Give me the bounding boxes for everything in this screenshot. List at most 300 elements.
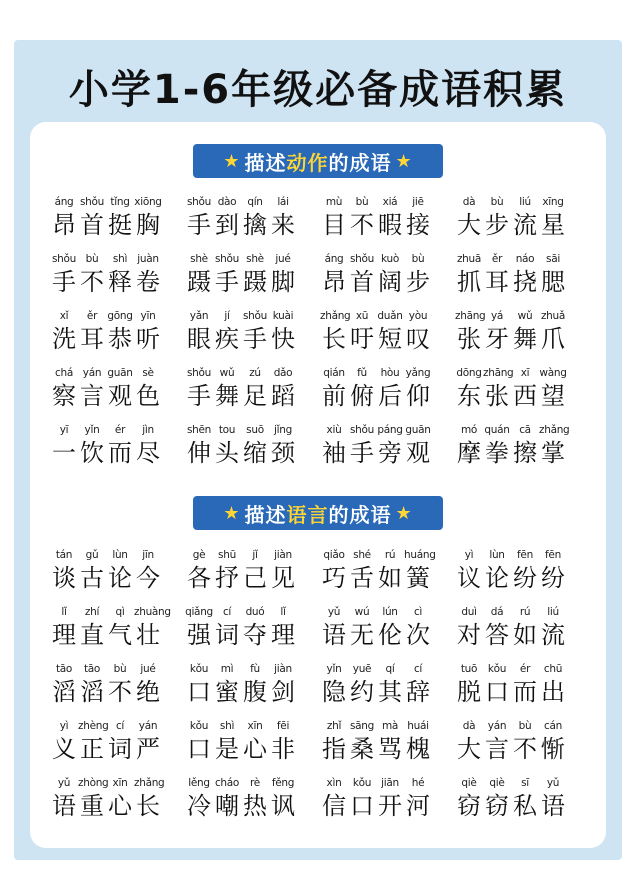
pinyin-syllable: dào [217, 196, 237, 208]
hanzi-character: 各 [187, 564, 211, 592]
hanzi-character: 观 [406, 439, 430, 467]
hanzi-row [50, 677, 162, 707]
pinyin-syllable: gǔ [85, 549, 99, 561]
pinyin-syllable: shǒu [186, 367, 211, 379]
pinyin-syllable: náo [515, 253, 535, 265]
hanzi-character: 掌 [541, 439, 565, 467]
hanzi-character: 滔 [52, 678, 76, 706]
hanzi-character: 脱 [457, 678, 481, 706]
hanzi-character: 槐 [406, 735, 430, 763]
pinyin-syllable: ěr [491, 253, 503, 265]
hanzi-character: 惭 [541, 735, 565, 763]
pinyin-row [185, 422, 297, 438]
hanzi-character: 手 [52, 268, 76, 296]
hanzi-character: 热 [243, 792, 267, 820]
idiom-item [50, 661, 185, 718]
pinyin-syllable: tou [218, 424, 236, 436]
section-banner-actions [193, 144, 443, 178]
pinyin-syllable: qí [385, 663, 395, 675]
pinyin-row [320, 365, 432, 381]
pinyin-syllable: kǒu [189, 720, 209, 732]
pinyin-syllable: áng [54, 196, 74, 208]
hanzi-character: 舞 [215, 382, 239, 410]
hanzi-character: 手 [187, 211, 211, 239]
hanzi-character: 谈 [52, 564, 76, 592]
idiom-item [455, 775, 590, 832]
pinyin-syllable: jí [224, 310, 230, 322]
pinyin-syllable: zhāng [455, 310, 486, 322]
pinyin-syllable: yī [59, 424, 69, 436]
pinyin-syllable: duǎn [377, 310, 403, 322]
hanzi-character: 出 [541, 678, 565, 706]
hanzi-character: 西 [513, 382, 537, 410]
pinyin-syllable: yīn [140, 310, 156, 322]
pinyin-syllable: shǒu [349, 253, 374, 265]
pinyin-syllable: liú [547, 606, 559, 618]
hanzi-character: 昂 [322, 268, 346, 296]
pinyin-row [320, 661, 432, 677]
hanzi-character: 伦 [378, 621, 402, 649]
hanzi-row [455, 381, 567, 411]
pinyin-row [50, 547, 162, 563]
hanzi-character: 腹 [243, 678, 267, 706]
pinyin-syllable: yán [487, 720, 507, 732]
hanzi-character: 桑 [350, 735, 374, 763]
hanzi-row [185, 324, 297, 354]
pinyin-syllable: zhuǎ [540, 310, 566, 322]
pinyin-syllable: tǐng [110, 196, 130, 208]
hanzi-character: 气 [108, 621, 132, 649]
hanzi-character: 不 [350, 211, 374, 239]
hanzi-row [320, 210, 432, 240]
pinyin-syllable: bù [85, 253, 99, 265]
pinyin-syllable: liú [519, 196, 531, 208]
pinyin-syllable: zhǎng [539, 424, 570, 436]
pinyin-syllable: quán [484, 424, 510, 436]
banner-suffix: 的成语 [328, 502, 392, 527]
pinyin-row [185, 365, 297, 381]
hanzi-character: 隐 [322, 678, 346, 706]
hanzi-character: 饮 [80, 439, 104, 467]
pinyin-syllable: kǒu [487, 663, 507, 675]
pinyin-row [185, 194, 297, 210]
idiom-item [455, 661, 590, 718]
hanzi-character: 爪 [541, 325, 565, 353]
pinyin-row [320, 775, 432, 791]
pinyin-syllable: lǐ [280, 606, 286, 618]
hanzi-row [320, 381, 432, 411]
hanzi-character: 摩 [457, 439, 481, 467]
idiom-item [185, 604, 320, 661]
pinyin-syllable: rú [519, 606, 531, 618]
banner-suffix: 的成语 [328, 150, 392, 175]
hanzi-character: 论 [108, 564, 132, 592]
hanzi-character: 伸 [187, 439, 211, 467]
hanzi-row [50, 267, 162, 297]
hanzi-character: 窃 [485, 792, 509, 820]
pinyin-syllable: áng [324, 253, 344, 265]
idiom-item [455, 604, 590, 661]
idiom-item [320, 718, 455, 775]
hanzi-character: 开 [378, 792, 402, 820]
idiom-item [320, 308, 455, 365]
pinyin-syllable: zhāng [483, 367, 514, 379]
hanzi-character: 蹈 [271, 382, 295, 410]
hanzi-character: 耳 [80, 325, 104, 353]
pinyin-syllable: zhǎng [320, 310, 351, 322]
hanzi-character: 流 [541, 621, 565, 649]
pinyin-syllable: bù [411, 253, 425, 265]
hanzi-row [320, 563, 432, 593]
pinyin-syllable: xīn [247, 720, 263, 732]
pinyin-row [455, 251, 567, 267]
hanzi-character: 袖 [322, 439, 346, 467]
pinyin-syllable: sī [521, 777, 529, 789]
pinyin-syllable: yán [138, 720, 158, 732]
pinyin-row [320, 547, 436, 563]
hanzi-character: 快 [271, 325, 295, 353]
hanzi-character: 抓 [457, 268, 481, 296]
idiom-item [50, 251, 185, 308]
pinyin-row [185, 604, 297, 620]
pinyin-syllable: sāng [349, 720, 375, 732]
hanzi-character: 手 [243, 325, 267, 353]
star-icon: ★ [223, 150, 241, 172]
hanzi-character: 耳 [485, 268, 509, 296]
pinyin-syllable: shǒu [51, 253, 76, 265]
pinyin-syllable: xiōng [134, 196, 162, 208]
hanzi-character: 张 [485, 382, 509, 410]
pinyin-syllable: kuò [381, 253, 399, 265]
pinyin-syllable: fēn [545, 549, 561, 561]
idiom-item [455, 194, 590, 251]
pinyin-syllable: shǒu [214, 253, 239, 265]
pinyin-syllable: shì [112, 253, 128, 265]
hanzi-character: 冷 [187, 792, 211, 820]
pinyin-syllable: yì [59, 720, 69, 732]
hanzi-character: 口 [485, 678, 509, 706]
pinyin-syllable: zhǐ [326, 720, 342, 732]
hanzi-character: 舞 [513, 325, 537, 353]
content-card [30, 122, 606, 848]
hanzi-character: 牙 [485, 325, 509, 353]
pinyin-syllable: qiè [489, 777, 505, 789]
pinyin-syllable: mì [220, 663, 234, 675]
hanzi-character: 眼 [187, 325, 211, 353]
hanzi-row [50, 324, 162, 354]
hanzi-character: 卷 [136, 268, 160, 296]
hanzi-character: 抒 [215, 564, 239, 592]
pinyin-syllable: qiè [461, 777, 477, 789]
pinyin-syllable: qì [115, 606, 125, 618]
hanzi-row [185, 620, 297, 650]
pinyin-syllable: suō [246, 424, 264, 436]
hanzi-character: 昂 [52, 211, 76, 239]
pinyin-syllable: lún [382, 606, 398, 618]
pinyin-syllable: qín [247, 196, 263, 208]
pinyin-row [50, 775, 165, 791]
hanzi-character: 色 [136, 382, 160, 410]
pinyin-row [455, 661, 567, 677]
hanzi-character: 望 [541, 382, 565, 410]
hanzi-character: 星 [541, 211, 565, 239]
hanzi-character: 察 [52, 382, 76, 410]
idiom-item [455, 365, 590, 422]
pinyin-row [185, 547, 297, 563]
hanzi-character: 颈 [271, 439, 295, 467]
hanzi-character: 观 [108, 382, 132, 410]
hanzi-character: 听 [136, 325, 160, 353]
idiom-item [455, 547, 590, 604]
hanzi-row [50, 620, 162, 650]
pinyin-syllable: kuài [272, 310, 294, 322]
pinyin-syllable: shè [190, 253, 208, 265]
hanzi-character: 是 [215, 735, 239, 763]
pinyin-syllable: duì [461, 606, 477, 618]
hanzi-row [320, 620, 432, 650]
hanzi-character: 其 [378, 678, 402, 706]
pinyin-syllable: huái [407, 720, 429, 732]
idiom-item [185, 661, 320, 718]
hanzi-character: 心 [108, 792, 132, 820]
hanzi-character: 语 [541, 792, 565, 820]
hanzi-character: 己 [243, 564, 267, 592]
pinyin-row [455, 365, 567, 381]
hanzi-character: 胸 [136, 211, 160, 239]
pinyin-syllable: mù [325, 196, 343, 208]
hanzi-character: 擒 [243, 211, 267, 239]
idiom-item [320, 775, 455, 832]
pinyin-row [185, 718, 297, 734]
pinyin-syllable: xǐ [59, 310, 69, 322]
hanzi-character: 剑 [271, 678, 295, 706]
pinyin-syllable: kǒu [352, 777, 372, 789]
pinyin-syllable: wǔ [517, 310, 533, 322]
hanzi-row [185, 734, 297, 764]
pinyin-syllable: duó [245, 606, 265, 618]
pinyin-syllable: hòu [380, 367, 400, 379]
hanzi-row [320, 734, 432, 764]
banner-highlight: 语言 [286, 502, 329, 527]
pinyin-syllable: rú [384, 549, 396, 561]
pinyin-syllable: yǐn [84, 424, 100, 436]
pinyin-syllable: bù [518, 720, 532, 732]
pinyin-syllable: lěng [188, 777, 210, 789]
hanzi-character: 嘲 [215, 792, 239, 820]
pinyin-syllable: xīng [542, 196, 564, 208]
hanzi-character: 词 [215, 621, 239, 649]
hanzi-character: 不 [108, 678, 132, 706]
hanzi-character: 舌 [350, 564, 374, 592]
hanzi-character: 暇 [378, 211, 402, 239]
pinyin-syllable: jiān [381, 777, 399, 789]
pinyin-row [50, 365, 162, 381]
hanzi-row [50, 381, 162, 411]
hanzi-row [50, 438, 162, 468]
idiom-item [455, 718, 590, 775]
pinyin-syllable: chū [543, 663, 563, 675]
hanzi-row [185, 791, 297, 821]
hanzi-character: 讽 [271, 792, 295, 820]
idiom-item [50, 308, 185, 365]
pinyin-syllable: yì [464, 549, 474, 561]
idiom-item [50, 547, 185, 604]
pinyin-syllable: cā [519, 424, 531, 436]
hanzi-character: 对 [457, 621, 481, 649]
hanzi-character: 首 [350, 268, 374, 296]
idiom-item [185, 308, 320, 365]
hanzi-character: 口 [187, 735, 211, 763]
pinyin-syllable: yán [82, 367, 102, 379]
hanzi-character: 滔 [80, 678, 104, 706]
hanzi-character: 东 [457, 382, 481, 410]
hanzi-character: 口 [350, 792, 374, 820]
pinyin-syllable: shǒu [242, 310, 267, 322]
hanzi-character: 后 [378, 382, 402, 410]
pinyin-syllable: zhí [84, 606, 100, 618]
pinyin-syllable: zhuàng [134, 606, 171, 618]
hanzi-character: 蹑 [187, 268, 211, 296]
idiom-item [320, 365, 455, 422]
hanzi-character: 仰 [406, 382, 430, 410]
idiom-item [320, 604, 455, 661]
pinyin-syllable: dà [462, 720, 476, 732]
hanzi-character: 手 [187, 382, 211, 410]
hanzi-character: 口 [187, 678, 211, 706]
pinyin-row [455, 547, 567, 563]
banner-prefix: 描述 [244, 150, 287, 175]
hanzi-character: 目 [322, 211, 346, 239]
banner-highlight: 动作 [286, 150, 329, 175]
pinyin-row [320, 308, 432, 324]
idiom-item [185, 422, 320, 479]
hanzi-character: 直 [80, 621, 104, 649]
hanzi-character: 次 [406, 621, 430, 649]
hanzi-row [455, 734, 567, 764]
pinyin-row [50, 422, 162, 438]
hanzi-character: 挺 [108, 211, 132, 239]
pinyin-syllable: rè [250, 777, 260, 789]
hanzi-character: 叹 [406, 325, 430, 353]
pinyin-syllable: shǒu [349, 424, 374, 436]
pinyin-syllable: ér [519, 663, 531, 675]
idiom-item [320, 547, 455, 604]
star-icon: ★ [395, 502, 413, 524]
pinyin-row [455, 604, 567, 620]
hanzi-row [455, 324, 567, 354]
hanzi-row [50, 791, 162, 821]
hanzi-character: 巧 [322, 564, 346, 592]
pinyin-syllable: jìn [142, 424, 154, 436]
hanzi-character: 指 [322, 735, 346, 763]
pinyin-syllable: jǐng [274, 424, 292, 436]
hanzi-character: 河 [406, 792, 430, 820]
hanzi-character: 大 [457, 735, 481, 763]
pinyin-syllable: shè [246, 253, 264, 265]
pinyin-row [320, 422, 432, 438]
pinyin-syllable: bù [113, 663, 127, 675]
hanzi-row [50, 210, 162, 240]
hanzi-character: 辞 [406, 678, 430, 706]
pinyin-row [320, 604, 432, 620]
idiom-item [50, 604, 185, 661]
pinyin-syllable: cháo [214, 777, 240, 789]
pinyin-syllable: zhòng [78, 777, 109, 789]
pinyin-syllable: tán [55, 549, 73, 561]
hanzi-character: 见 [271, 564, 295, 592]
star-icon: ★ [223, 502, 241, 524]
pinyin-syllable: guān [405, 424, 431, 436]
pinyin-syllable: páng [377, 424, 403, 436]
hanzi-row [320, 438, 432, 468]
hanzi-character: 蹑 [243, 268, 267, 296]
pinyin-syllable: jīn [142, 549, 154, 561]
pinyin-syllable: fěng [271, 777, 295, 789]
pinyin-row [50, 308, 162, 324]
pinyin-syllable: wú [354, 606, 370, 618]
pinyin-syllable: zhèng [78, 720, 109, 732]
pinyin-syllable: mó [460, 424, 478, 436]
hanzi-character: 纷 [513, 564, 537, 592]
pinyin-syllable: cí [115, 720, 125, 732]
idiom-item [320, 422, 455, 479]
hanzi-character: 足 [243, 382, 267, 410]
hanzi-character: 心 [243, 735, 267, 763]
hanzi-character: 言 [80, 382, 104, 410]
idiom-item [50, 365, 185, 422]
pinyin-syllable: shǒu [79, 196, 104, 208]
pinyin-row [185, 308, 297, 324]
hanzi-character: 腮 [541, 268, 565, 296]
hanzi-row [320, 791, 432, 821]
pinyin-row [320, 251, 432, 267]
pinyin-syllable: wàng [539, 367, 567, 379]
hanzi-character: 尽 [136, 439, 160, 467]
pinyin-syllable: yǐn [326, 663, 342, 675]
hanzi-character: 约 [350, 678, 374, 706]
pinyin-syllable: shēn [186, 424, 212, 436]
hanzi-character: 步 [485, 211, 509, 239]
pinyin-syllable: sè [142, 367, 154, 379]
pinyin-syllable: qiǎo [323, 549, 345, 561]
pinyin-syllable: cì [413, 606, 423, 618]
banner-prefix: 描述 [244, 502, 287, 527]
hanzi-character: 而 [513, 678, 537, 706]
hanzi-character: 词 [108, 735, 132, 763]
hanzi-character: 手 [350, 439, 374, 467]
hanzi-character: 洗 [52, 325, 76, 353]
hanzi-character: 如 [378, 564, 402, 592]
pinyin-syllable: sāi [546, 253, 560, 265]
hanzi-character: 短 [378, 325, 402, 353]
idiom-item [185, 365, 320, 422]
pinyin-row [185, 251, 297, 267]
pinyin-syllable: dà [462, 196, 476, 208]
hanzi-character: 语 [52, 792, 76, 820]
pinyin-syllable: jiàn [274, 663, 292, 675]
hanzi-row [455, 677, 567, 707]
pinyin-syllable: wǔ [219, 367, 235, 379]
hanzi-character: 议 [457, 564, 481, 592]
pinyin-syllable: yǔ [327, 606, 341, 618]
pinyin-syllable: mà [381, 720, 399, 732]
pinyin-syllable: fēi [276, 720, 290, 732]
hanzi-character: 擦 [513, 439, 537, 467]
hanzi-row [185, 267, 297, 297]
hanzi-character: 接 [406, 211, 430, 239]
pinyin-syllable: dōng [456, 367, 482, 379]
hanzi-character: 无 [350, 621, 374, 649]
